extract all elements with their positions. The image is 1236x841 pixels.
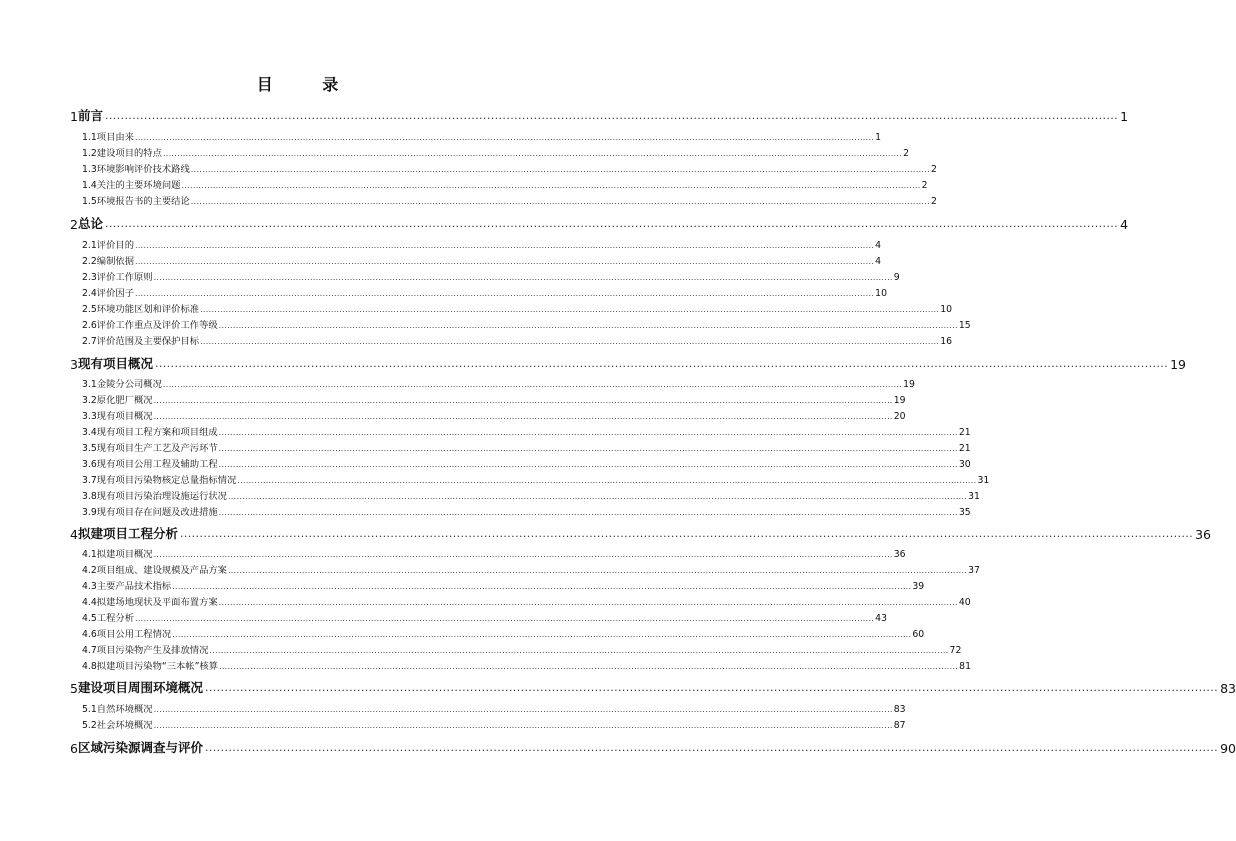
toc-page-number: 90 [1220,741,1236,756]
toc-entry-title: 拟建场地现状及平面布置方案 [96,597,218,608]
toc-section-entry[interactable] [0,332,953,347]
toc-entry-number: 4.2 [82,565,97,576]
toc-page-number: 4 [875,240,882,251]
toc-section-entry[interactable] [0,176,928,191]
toc-entry-title: 原化肥厂概况 [96,395,153,406]
toc-section-entry[interactable] [0,471,990,486]
toc-dot-leader: .................................................................................................................................................................................................................................................................... [190,165,930,174]
toc-section-entry[interactable] [0,439,971,454]
toc-page-number: 19 [1170,357,1186,372]
toc-page-number: 36 [893,549,906,560]
toc-page-number: 10 [875,288,888,299]
toc-section-entry[interactable] [0,423,971,438]
toc-dot-leader: .................................................................................................................................................................................................................................................................... [135,241,875,250]
toc-entry-number: 5 [70,681,78,696]
toc-entry-number: 2.3 [82,272,97,283]
toc-page-number: 31 [977,475,990,486]
toc-section-entry[interactable] [0,252,882,267]
toc-page-number: 60 [912,629,925,640]
toc-chapter-entry[interactable] [0,212,1129,232]
toc-entry-title: 现有项目生产工艺及产污环节 [96,443,218,454]
toc-dot-leader: .................................................................................................................................................................................................................................................................... [153,550,893,559]
toc-dot-leader: .................................................................................................................................................................................................................................................................... [237,476,977,485]
toc-entry-title: 前言 [77,108,103,123]
toc-entry-number: 3.9 [82,507,97,518]
toc-section-entry[interactable] [0,160,937,175]
toc-entry-title: 区域污染源调查与评价 [77,740,203,755]
toc-entry-title: 环境影响评价技术路线 [96,164,190,175]
toc-entry-title: 评价工作重点及评价工作等级 [96,320,218,331]
toc-page-number: 83 [1220,681,1236,696]
toc-entry-number: 2.7 [82,336,97,347]
toc-dot-leader: .................................................................................................................................................................................................................................................................... [154,357,1169,370]
toc-entry-title: 现有项目公用工程及辅助工程 [96,459,218,470]
toc-chapter-entry[interactable] [0,736,1236,756]
toc-entry-title: 自然环境概况 [96,704,153,715]
toc-dot-leader: .................................................................................................................................................................................................................................................................... [218,444,958,453]
toc-section-entry[interactable] [0,487,980,502]
toc-dot-leader: .................................................................................................................................................................................................................................................................... [153,721,893,730]
toc-entry-title: 总论 [77,216,103,231]
toc-section-entry[interactable] [0,268,900,283]
toc-entry-number: 4.3 [82,581,97,592]
toc-page-number: 72 [949,645,962,656]
toc-page-number: 10 [940,304,953,315]
toc-page-number: 2 [930,196,937,207]
toc-entry-number: 4.6 [82,629,97,640]
toc-section-entry[interactable] [0,561,980,576]
toc-section-entry[interactable] [0,128,882,143]
toc-entry-title: 现有项目污染物核定总量指标情况 [96,475,237,486]
toc-page-number: 21 [958,427,971,438]
toc-dot-leader: .................................................................................................................................................................................................................................................................... [218,321,958,330]
toc-section-entry[interactable] [0,657,972,672]
toc-entry-number: 3.6 [82,459,97,470]
toc-entry-title: 现有项目概况 [96,411,153,422]
toc-section-entry[interactable] [0,455,971,470]
toc-dot-leader: .................................................................................................................................................................................................................................................................... [153,412,893,421]
toc-entry-title: 拟建项目污染物“三本帐”核算 [96,661,218,672]
toc-dot-leader: .................................................................................................................................................................................................................................................................... [181,181,921,190]
toc-dot-leader: .................................................................................................................................................................................................................................................................... [204,681,1219,694]
toc-entry-number: 1.5 [82,196,97,207]
toc-entry-number: 2.5 [82,304,97,315]
toc-entry-number: 3.1 [82,379,97,390]
toc-entry-number: 3.2 [82,395,97,406]
toc-page-number: 40 [958,597,971,608]
toc-entry-number: 5.1 [82,704,97,715]
toc-section-entry[interactable] [0,144,909,159]
toc-entry-number: 3.4 [82,427,97,438]
toc-entry-title: 现有项目工程方案和项目组成 [96,427,218,438]
toc-page-number: 81 [959,661,972,672]
toc-dot-leader: .................................................................................................................................................................................................................................................................... [227,492,968,501]
toc-entry-title: 评价目的 [96,240,134,251]
toc-entry-title: 编制依据 [96,256,134,267]
toc-entry-number: 1.4 [82,180,97,191]
toc-page-number: 2 [930,164,937,175]
toc-page-number: 83 [893,704,906,715]
toc-entry-number: 4.5 [82,613,97,624]
toc-dot-leader: .................................................................................................................................................................................................................................................................... [153,705,893,714]
toc-section-entry[interactable] [0,700,906,715]
toc-entry-number: 1 [70,109,78,124]
toc-entry-number: 3.5 [82,443,97,454]
toc-entry-number: 2.1 [82,240,97,251]
toc-entry-title: 主要产品技术指标 [96,581,172,592]
toc-entry-title: 评价因子 [96,288,134,299]
toc-entry-number: 2.6 [82,320,97,331]
toc-entry-title: 环境功能区划和评价标准 [96,304,200,315]
toc-page-number: 9 [893,272,900,283]
toc-entry-number: 2 [70,217,78,232]
toc-entry-title: 建设项目周围环境概况 [77,680,203,695]
toc-section-entry[interactable] [0,503,971,518]
toc-entry-title: 项目组成、建设规模及产品方案 [96,565,227,576]
toc-dot-leader: .................................................................................................................................................................................................................................................................... [135,289,875,298]
toc-entry-number: 3.8 [82,491,97,502]
toc-entry-title: 项目由来 [96,132,134,143]
toc-page-number: 37 [968,565,980,576]
toc-dot-leader: .................................................................................................................................................................................................................................................................... [190,197,930,206]
toc-page-number: 31 [968,491,980,502]
toc-section-entry[interactable] [0,192,937,207]
toc-dot-leader: .................................................................................................................................................................................................................................................................... [104,109,1119,122]
toc-section-entry[interactable] [0,236,882,251]
toc-entry-title: 环境报告书的主要结论 [96,196,190,207]
toc-page-number: 4 [1120,217,1129,232]
toc-entry-title: 项目公用工程情况 [96,629,172,640]
toc-dot-leader: .................................................................................................................................................................................................................................................................... [219,662,959,671]
toc-page-number: 16 [940,336,953,347]
toc-chapter-entry[interactable] [0,522,1211,542]
toc-entry-number: 4.1 [82,549,97,560]
toc-entry-number: 1.2 [82,148,97,159]
toc-entry-title: 现有项目污染治理设施运行状况 [96,491,227,502]
toc-entry-title: 建设项目的特点 [96,148,162,159]
toc-section-entry[interactable] [0,641,962,656]
toc-chapter-entry[interactable] [0,104,1129,124]
toc-entry-number: 4 [70,527,78,542]
toc-section-entry[interactable] [0,625,925,640]
toc-dot-leader: .................................................................................................................................................................................................................................................................... [172,630,912,639]
toc-entry-number: 5.2 [82,720,97,731]
toc-chapter-entry[interactable] [0,352,1186,372]
toc-entry-title: 评价范围及主要保护目标 [96,336,200,347]
toc-entry-number: 2.2 [82,256,97,267]
toc-entry-number: 2.4 [82,288,97,299]
toc-entry-number: 4.7 [82,645,97,656]
toc-section-entry[interactable] [0,375,915,390]
toc-entry-number: 3 [70,357,78,372]
toc-dot-leader: .................................................................................................................................................................................................................................................................... [172,582,912,591]
toc-entry-number: 4.4 [82,597,97,608]
toc-page-number: 20 [893,411,906,422]
toc-page-number: 2 [903,148,909,159]
toc-entry-number: 1.1 [82,132,97,143]
toc-section-entry[interactable] [0,407,906,422]
toc-entry-title: 拟建项目工程分析 [77,526,178,541]
toc-entry-number: 4.8 [82,661,97,672]
toc-entry-title: 社会环境概况 [96,720,153,731]
toc-dot-leader: .................................................................................................................................................................................................................................................................... [135,133,875,142]
toc-entry-number: 3.7 [82,475,97,486]
toc-entry-title: 拟建项目概况 [96,549,153,560]
toc-entry-title: 工程分析 [96,613,134,624]
toc-page-number: 35 [958,507,971,518]
toc-dot-leader: .................................................................................................................................................................................................................................................................... [135,257,875,266]
toc-dot-leader: .................................................................................................................................................................................................................................................................... [227,566,968,575]
toc-page-number: 4 [875,256,882,267]
toc-page-number: 1 [875,132,882,143]
toc-page-number: 1 [1120,109,1129,124]
toc-dot-leader: .................................................................................................................................................................................................................................................................... [218,508,958,517]
toc-dot-leader: .................................................................................................................................................................................................................................................................... [218,428,958,437]
toc-page-number: 19 [893,395,906,406]
toc-dot-leader: .................................................................................................................................................................................................................................................................... [104,217,1119,230]
toc-entry-title: 关注的主要环境问题 [96,180,181,191]
toc-entry-title: 项目污染物产生及排放情况 [96,645,209,656]
toc-entry-title: 现有项目存在问题及改进措施 [96,507,218,518]
toc-entry-number: 1.3 [82,164,97,175]
toc-section-entry[interactable] [0,545,906,560]
toc-dot-leader: .................................................................................................................................................................................................................................................................... [218,598,958,607]
toc-page-number: 19 [903,379,915,390]
toc-page-number: 36 [1195,527,1211,542]
toc-section-entry[interactable] [0,716,906,731]
toc-entry-number: 6 [70,741,78,756]
toc-dot-leader: .................................................................................................................................................................................................................................................................... [200,305,940,314]
toc-page-number: 15 [958,320,971,331]
toc-entry-title: 现有项目概况 [77,356,153,371]
toc-page-number: 39 [912,581,925,592]
toc-dot-leader: .................................................................................................................................................................................................................................................................... [162,149,903,158]
toc-dot-leader: .................................................................................................................................................................................................................................................................... [153,396,893,405]
page-title: 目 录 [256,75,361,94]
toc-entry-title: 评价工作原则 [96,272,153,283]
toc-dot-leader: .................................................................................................................................................................................................................................................................... [204,741,1219,754]
toc-dot-leader: .................................................................................................................................................................................................................................................................... [200,337,940,346]
toc-dot-leader: .................................................................................................................................................................................................................................................................... [162,380,903,389]
toc-section-entry[interactable] [0,284,888,299]
toc-entry-number: 3.3 [82,411,97,422]
toc-dot-leader: .................................................................................................................................................................................................................................................................... [135,614,875,623]
toc-section-entry[interactable] [0,391,906,406]
toc-section-entry[interactable] [0,609,888,624]
toc-dot-leader: .................................................................................................................................................................................................................................................................... [153,273,893,282]
toc-dot-leader: .................................................................................................................................................................................................................................................................... [209,646,949,655]
toc-section-entry[interactable] [0,577,925,592]
toc-page-number: 43 [875,613,888,624]
toc-dot-leader: .................................................................................................................................................................................................................................................................... [218,460,958,469]
toc-entry-title: 金陵分公司概况 [96,379,162,390]
toc-dot-leader: .................................................................................................................................................................................................................................................................... [179,527,1194,540]
toc-section-entry[interactable] [0,593,971,608]
toc-chapter-entry[interactable] [0,676,1236,696]
toc-page-number: 30 [958,459,971,470]
toc-page-number: 21 [958,443,971,454]
toc-section-entry[interactable] [0,316,971,331]
toc-section-entry[interactable] [0,300,953,315]
toc-page-number: 87 [893,720,906,731]
toc-page-number: 2 [921,180,928,191]
